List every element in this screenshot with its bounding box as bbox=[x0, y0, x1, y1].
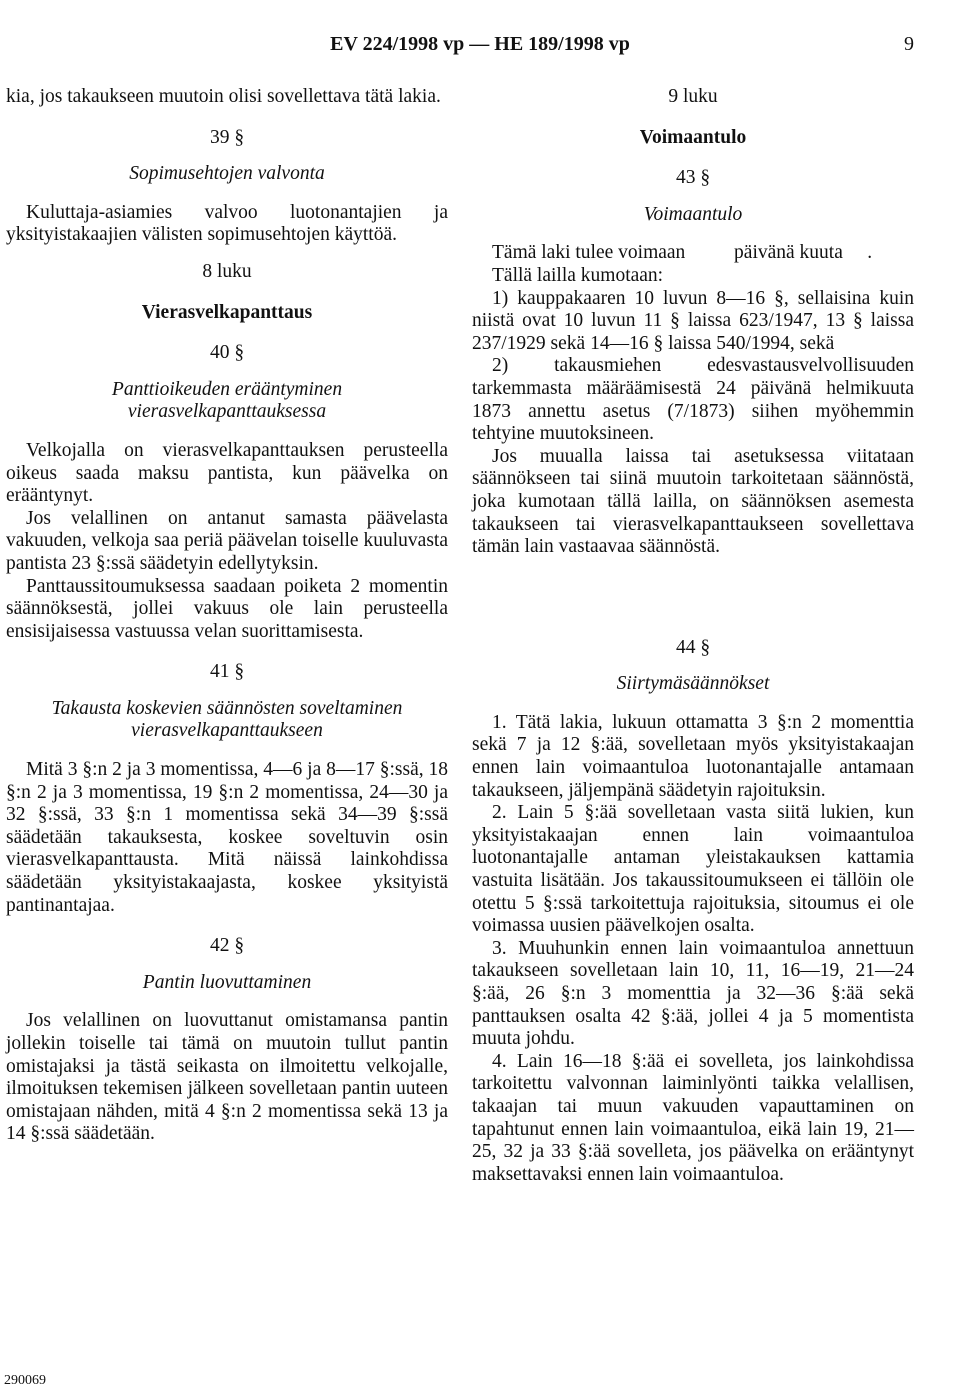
chapter-8-title: Vierasvelkapanttaus bbox=[141, 301, 313, 323]
section-43-paragraph-1: Tämä laki tulee voimaan päivänä kuuta . bbox=[492, 242, 873, 264]
chapter-9-title: Voimaantulo bbox=[639, 126, 747, 148]
section-43-paragraph-2: Tällä lailla kumotaan: bbox=[492, 264, 664, 286]
section-44-paragraph-4: 4. Lain 16—18 §:ää ei sovelleta, jos lainkohdissa tarkoitettu valvonnan laiminlyönti taikka velallisen, takaajan tai muun vakuuden vapauttaminen on tapahtunut ennen lain voimaantuloa, eikä lain 19, 21—25, 32 ja 33 §:ää sovelleta, jos päävelka on erääntynyt maksettavaksi ennen lain voimaantuloa. bbox=[472, 1050, 914, 1185]
section-41-title: Takausta koskevien säännösten soveltaminen vierasvelkapanttaukseen bbox=[51, 697, 403, 742]
section-41-number: 41 § bbox=[209, 661, 245, 683]
section-41-paragraph: Mitä 3 §:n 2 ja 3 momentissa, 4—6 ja 8—17 §:ssä, 18 §:n 2 ja 3 momentissa, 19 §:n 2 momentissa, 24—30 ja 32 §:ssä, 33 §:n 1 momentissa sekä 34—39 §:ssä säädetään takauksesta, koskee soveltuvin osin vierasvelkapanttausta. Mitä näissä lainkohdissa säädetään yksityistakaajasta, koskee yksityistä pantinantajaa. bbox=[6, 759, 448, 916]
section-43-paragraph-3: 1) kauppakaaren 10 luvun 8—16 §, sellaisina kuin niistä ovat 10 luvun 11 § laissa 623/1947, 13 § laissa 237/1929 sekä 14—16 § laissa 540/1994, sekä bbox=[472, 287, 914, 354]
page-header bbox=[0, 33, 960, 59]
section-44-paragraph-2: 2. Lain 5 §:ää sovelletaan vasta siitä lukien, kun yksityistakaajan ennen lain voimaantuloa luotonantajalle antaman yleistakauksen kattamia vastuita lisätään. Jos takaussitoumukseen ei tällöin ole otettu 5 §:ssä tarkoitettuja rajoituksia, sitoumus ei ole voimassa uusien päävelkojen osalta. bbox=[472, 802, 914, 937]
section-44-number: 44 § bbox=[675, 636, 711, 658]
section-42-paragraph: Jos velallinen on luovuttanut omistamansa pantin jollekin toiselle tai tämä on muutoin tullut pantin omistajaksi ja tästä seikasta on ilmoitettu velkojalle, ilmoituksen tekemisen jälkeen sovelletaan pantin uuteen omistajaan nähden, mitä 4 §:n 2 momentissa sekä 13 ja 14 §:ssä säädetään. bbox=[6, 1010, 448, 1145]
spacer bbox=[472, 559, 914, 619]
chapter-9-number: 9 luku bbox=[668, 86, 718, 107]
section-43-number: 43 § bbox=[675, 167, 711, 189]
section-39-title: Sopimusehtojen valvonta bbox=[129, 163, 325, 185]
section-40-paragraph-2: Jos velallinen on antanut samasta päävelasta vakuuden, velkoja saa periä päävelan toiselle kuuluvasta pantista 23 §:ssä säädetyin edellytyksin. bbox=[6, 507, 448, 574]
carryover-paragraph: kia, jos takaukseen muutoin olisi sovellettava tätä lakia. bbox=[6, 86, 441, 107]
section-44-paragraph-3: 3. Muuhunkin ennen lain voimaantuloa annettuun takaukseen sovelletaan lain 10, 11, 16—19, 21—24 §:ää, 26 §:n 3 momenttia ja 32—36 §:ää sekä panttauksen osalta 42 §:ää, jollei 4 ja 5 momentista muuta johdu. bbox=[472, 937, 914, 1050]
right-column bbox=[472, 86, 914, 1186]
section-43-paragraph-4: 2) takausmiehen edesvastausvelvollisuuden tarkemmasta määräämisestä 24 päivänä helmikuuta 1873 annettu asetus (7/1873) siihen myöhemmin tehtyine muutoksineen. bbox=[472, 355, 914, 445]
page-number: 9 bbox=[904, 33, 914, 55]
section-39-paragraph: Kuluttaja-asiamies valvoo luotonantajien ja yksityistakaajien välisten sopimusehtojen käyttöä. bbox=[6, 201, 448, 246]
chapter-8-number: 8 luku bbox=[202, 260, 252, 282]
left-column bbox=[6, 86, 448, 1146]
section-40-title: Panttioikeuden erääntyminen vierasvelkapanttauksessa bbox=[111, 378, 343, 423]
section-42-number: 42 § bbox=[209, 935, 245, 957]
section-43-title: Voimaantulo bbox=[643, 203, 743, 225]
section-44-paragraph-1: 1. Tätä lakia, lukuun ottamatta 3 §:n 2 momenttia sekä 7 ja 12 §:ää, sovelletaan myös yksityistakaajan ennen lain voimaantuloa luotonantajalle antamaan takaukseen, jäljempänä säädetyin rajoituksin. bbox=[472, 711, 914, 801]
section-40-paragraph-3: Panttaussitoumuksessa saadaan poiketa 2 momentin säännöksestä, jollei vakuus ole lain perusteella ensisijaisessa vastuussa velan suorittamisesta. bbox=[6, 575, 448, 642]
print-code: 290069 bbox=[4, 1373, 46, 1388]
section-40-number: 40 § bbox=[209, 342, 245, 364]
document-reference: EV 224/1998 vp — HE 189/1998 vp bbox=[330, 33, 630, 55]
section-43-paragraph-5: Jos muualla laissa tai asetuksessa viitataan säännökseen tai siinä muutoin tarkoitetaan säännöstä, joka kumotaan tällä lailla, on säännöksen asemesta takaukseen tai vierasvelkapanttaukseen sovellettava tämän lain vastaavaa säännöstä. bbox=[472, 445, 914, 558]
section-40-paragraph-1: Velkojalla on vierasvelkapanttauksen perusteella oikeus saada maksu pantista, kun päävelka on erääntynyt. bbox=[6, 439, 448, 507]
section-44-title: Siirtymäsäännökset bbox=[616, 673, 770, 695]
section-39-number: 39 § bbox=[209, 126, 245, 148]
section-42-title: Pantin luovuttaminen bbox=[142, 971, 312, 993]
